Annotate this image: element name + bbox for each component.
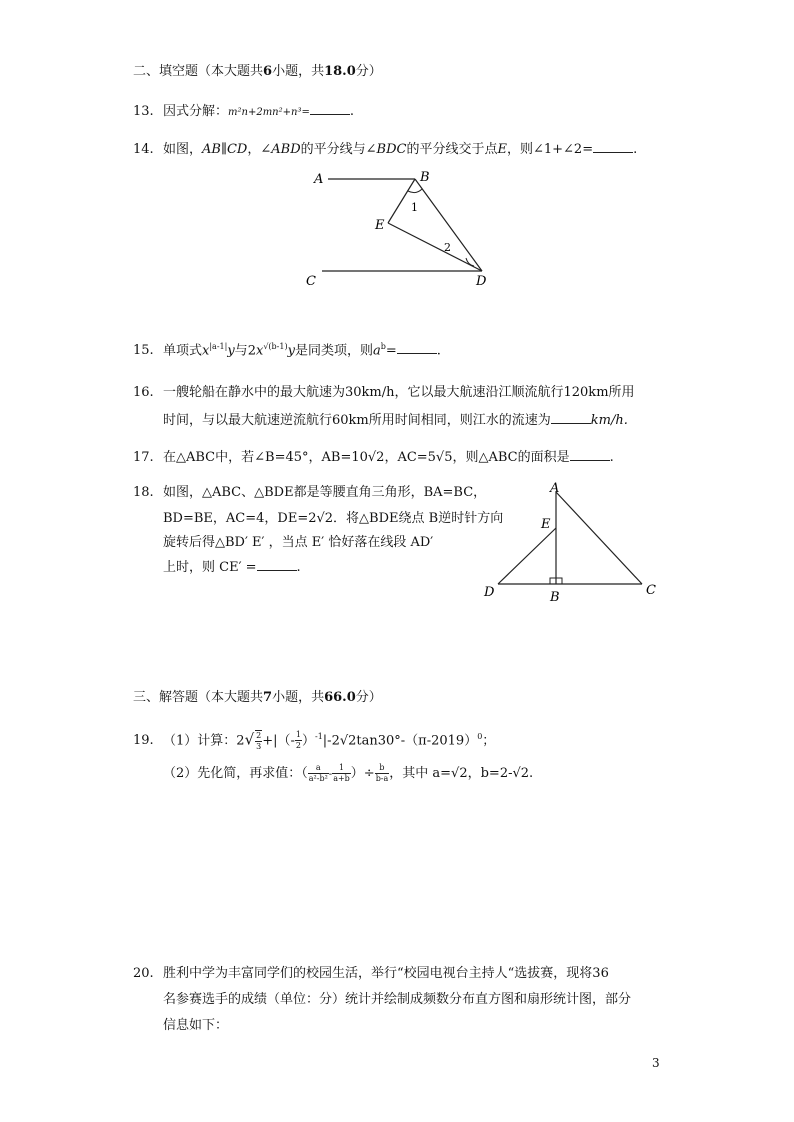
label-A: A	[550, 481, 560, 496]
line-AC	[556, 492, 642, 584]
label-D: D	[484, 585, 495, 600]
question-20-line-2: 名参赛选手的成绩（单位：分）统计并绘制成频数分布直方图和扇形统计图，部分	[163, 992, 632, 1007]
sqrt-sign: √	[244, 730, 255, 749]
question-18-line-3: 旋转后得△BD′ E′ ，当点 E′ 恰好落在线段 AD′	[163, 535, 434, 550]
angle-1-arc	[408, 189, 422, 193]
question-14: 14. 如图，AB∥CD，∠ABD的平分线与∠BDC的平分线交于点E，则∠1+∠2= .	[133, 138, 637, 160]
label-D: D	[476, 274, 487, 289]
question-20-line-3: 信息如下：	[163, 1018, 229, 1033]
question-17: 17. 在△ABC中，若∠B=45°，AB=10√2，AC=5√5，则△ABC的面积是 .	[133, 446, 614, 468]
label-B: B	[420, 170, 430, 185]
page-number: 3	[652, 1056, 660, 1070]
question-20-line-1: 20. 胜利中学为丰富同学们的校园生活，举行“校园电视台主持人“选拔赛，现将36	[133, 966, 609, 981]
question-16-line-1: 16. 一艘轮船在静水中的最大航速为30km/h，它以最大航速沿江顺流航行120km所用	[133, 385, 635, 400]
question-19-part-2: （2）先化简，再求值：（ $\frac{a}{\text{a²-b²}}$ - $\frac{1}{a+b}$ ）÷ $\frac{b}{b-a}$ ，其中 a=√2，b=2-√2.	[163, 763, 534, 783]
figure-18-triangles	[480, 476, 665, 606]
question-16-line-2: 时间，与以最大航速逆流航行60km所用时间相同，则江水的流速为 km/h.	[163, 409, 628, 431]
question-19-part-1: 19. （1）计算：2√ $\frac{2}{3}$ +|（- $\frac{1}{2}$ ）$^{-1}|-2√2\tan 30^\circ-(\pi-2019)^0$；	[133, 730, 496, 751]
line-BD	[415, 179, 482, 271]
label-E: E	[541, 517, 551, 532]
fraction-a-over-a2-b2: $\frac{a}{\text{a²-b²}}$	[308, 763, 328, 783]
answer-blank	[593, 138, 633, 153]
section-3-header: 三、解答题（本大题共7小题，共66.0分）	[133, 690, 382, 705]
answer-blank	[310, 100, 350, 115]
label-C: C	[306, 274, 316, 289]
fraction-1-2: $\frac{1}{2}$	[295, 730, 301, 751]
question-18-line-1: 18. 如图，△ABC、△BDE都是等腰直角三角形，BA=BC，	[133, 485, 487, 500]
figure-14-parallel-lines	[300, 165, 500, 295]
question-15: 15. 单项式$x^{|a-1|}y$与$2x^{√(b-1)}y$是同类项，则$a^b=$ .	[133, 337, 441, 361]
answer-blank	[257, 556, 297, 571]
fraction-1-over-a-plus-b: $\frac{1}{a+b}$	[333, 763, 350, 783]
answer-blank	[397, 339, 437, 354]
fraction-2-3: $\frac{2}{3}$	[256, 730, 262, 751]
label-E: E	[375, 218, 385, 233]
line-ED	[498, 528, 556, 584]
answer-blank	[570, 446, 610, 461]
label-C: C	[646, 583, 656, 598]
answer-blank	[551, 409, 591, 424]
label-A: A	[314, 172, 324, 187]
question-18-line-2: BD=BE，AC=4，DE=2√2．将△BDE绕点 B逆时针方向	[163, 511, 504, 526]
label-angle-2: 2	[444, 241, 451, 254]
question-18-line-4: 上时，则 CE′ = .	[163, 556, 301, 578]
section-2-header: 二、填空题（本大题共6小题，共18.0分）	[133, 64, 382, 79]
label-angle-1: 1	[411, 201, 418, 214]
line-ED	[388, 223, 482, 271]
label-B: B	[550, 590, 560, 605]
question-13: 13. 因式分解：m²n+2mn²+n³= .	[133, 100, 354, 123]
fraction-b-over-b-minus-a: $\frac{b}{b-a}$	[375, 763, 389, 783]
